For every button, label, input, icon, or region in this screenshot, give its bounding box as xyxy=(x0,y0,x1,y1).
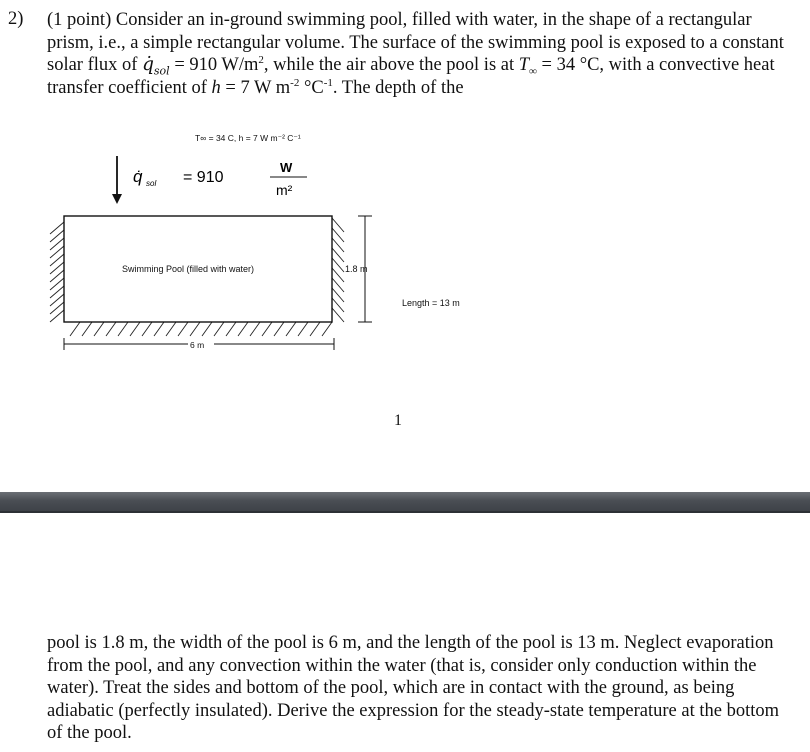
t-infinity: $T_\infty$ xyxy=(518,55,537,78)
pool-label: Swimming Pool (filled with water) xyxy=(122,264,255,274)
problem-intro: Consider an in-ground swimming pool, filled with water, in the shape of a rectangular prism, i.e., a simple rectangular volume. The surface of the swimming pool is exposed to a constant solar flux of xyxy=(47,10,784,75)
q-sol-symbol: $q̇_{sol}$ xyxy=(142,54,170,78)
pool-diagram xyxy=(0,120,810,420)
unit-numerator: W xyxy=(280,160,293,175)
air-clause: , while the air above the pool is at xyxy=(263,55,515,75)
flux-value: = 910 xyxy=(183,169,224,186)
problem-continuation: pool is 1.8 m, the width of the pool is 6 m, and the length of the pool is 13 m. Neglect evaporation from the pool, and any convection within the water (that is, consider only conduction within the water). Treat the sides and bottom of the pool, which are in contact with the ground, as being adiabatic (perfectly insulated). Derive the expression for the steady-state temperature at the bottom of the pool. xyxy=(47,633,779,743)
conditions-label: T∞ = 34 C, h = 7 W m⁻² C⁻¹ xyxy=(195,133,301,143)
depth-start: . The depth of the xyxy=(332,77,464,98)
points-label: (1 point) xyxy=(47,10,112,30)
h-equation: = 7 W m xyxy=(225,77,291,98)
width-label: 6 m xyxy=(190,340,205,350)
right-wall-hatching xyxy=(332,218,344,322)
page-break-divider xyxy=(0,492,810,513)
problem-statement: (1 point) Consider an in-ground swimming pool, filled with water, in the shape of a rectangular prism, i.e., a simple rectangular volume. The surface of the swimming pool is exposed to a constant solar flux of $q̇_{sol} = 910$ $W/m^2$, while the air above the pool is at $T_\infty = 34$ °C, with a convective heat transfer coefficient of h = 7 W $m^{-2}$ $^\circ C^{-1}$. The depth of the xyxy=(47,10,784,98)
page-number: 1 xyxy=(394,412,402,429)
left-wall-hatching xyxy=(50,222,64,322)
unit-denominator: m² xyxy=(276,182,293,198)
h-symbol: h xyxy=(211,77,221,98)
question-number: 2) xyxy=(8,9,24,29)
length-label: Length = 13 m xyxy=(402,298,460,308)
deg-c-unit: °C xyxy=(303,77,324,98)
flux-subscript: sol xyxy=(146,179,157,188)
air-temp-clause: = 34 °C, with a convective heat transfer coefficient of xyxy=(47,55,775,98)
flux-arrow-head xyxy=(112,194,122,204)
bottom-hatching xyxy=(70,322,332,336)
depth-label: 1.8 m xyxy=(345,264,368,274)
flux-symbol: q̇ xyxy=(133,167,143,186)
flux-equation: = 910 W/m xyxy=(174,55,259,75)
